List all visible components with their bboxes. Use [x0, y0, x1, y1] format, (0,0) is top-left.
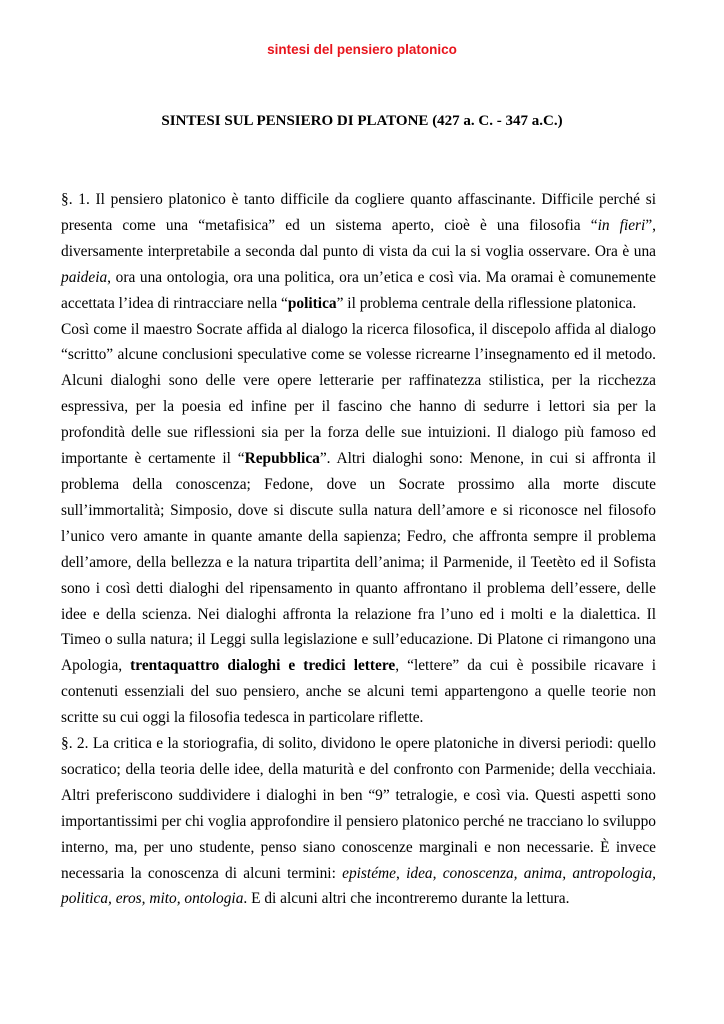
- italic-term: paideia: [61, 268, 108, 286]
- italic-term: in fieri: [597, 216, 646, 234]
- document-title: SINTESI SUL PENSIERO DI PLATONE (427 a. C. - 347 a.C.): [161, 113, 563, 129]
- bold-term: Repubblica: [244, 450, 320, 468]
- section-2: [61, 731, 656, 912]
- text-run: , “lettere” da cui è possibile ricavare i contenuti essenziali del suo pensiero, anche se alcuni temi appartengono a quelle teorie non scritte su cui oggi la filosofia tedesca in particolare riflette.: [61, 657, 656, 727]
- section-1-paragraph-2: [61, 317, 656, 732]
- italic-term: epistéme: [342, 864, 396, 882]
- text-run: ” il problema centrale della riflessione platonica.: [336, 294, 637, 312]
- text-run: . E di alcuni altri che incontreremo durante la lettura.: [243, 890, 570, 908]
- bold-term: politica: [287, 294, 337, 312]
- section-1: [61, 187, 656, 731]
- bold-term: trentaquattro dialoghi e tredici lettere: [130, 657, 396, 675]
- text-run: Così come il maestro Socrate affida al dialogo la ricerca filosofica, il discepolo affida al dialogo “scritto” alcune conclusioni speculative come se volesse ricrearne l’insegnamento ed il metodo. Alcuni dialoghi sono delle vere opere letterarie per raffinatezza stilistica, per la ricchezza espressiva, per la poesia ed infine per il fascino che hanno di sedurre i lettori sia per la profondità delle sue riflessioni sia per la forza delle sue intuizioni. Il dialogo più famoso ed importante è certamente il “: [61, 320, 656, 468]
- italic-term: idea, conoscenza, anima, antropologia, politica, eros, mito, ontologia: [61, 864, 656, 908]
- text-run: §. 1. Il pensiero platonico è tanto difficile da cogliere quanto affascinante. Difficile perché si presenta come una “metafisica” ed un sistema aperto, cioè è una filosofia “: [61, 191, 656, 234]
- text-run: ,: [395, 864, 407, 882]
- section-1-paragraph-1: [61, 187, 656, 317]
- text-run: ”, diversamente interpretabile a seconda dal punto di vista da cui la si voglia osservare. Ora è una: [61, 216, 657, 260]
- text-run: §. 2. La critica e la storiografia, di solito, dividono le opere platoniche in diversi periodi: quello socratico; della teoria delle idee, della maturità e del confronto con Parmenide; della vecchiaia. Altri preferiscono suddividere i dialoghi in ben “9” tetralogie, e così via. Questi aspetti sono importantissimi per chi voglia approfondire il pensiero platonico perché ne tracciano lo sviluppo interno, ma, per uno studente, penso siano conoscenze marginali e non necessarie. È invece necessaria la conoscenza di alcuni termini:: [61, 735, 656, 882]
- section-2-paragraph: [61, 731, 656, 912]
- page-header: sintesi del pensiero platonico: [267, 42, 457, 57]
- text-run: , ora una ontologia, ora una politica, ora un’etica e così via. Ma oramai è comunemente accettata l’idea di rintracciare nella “: [61, 268, 656, 312]
- text-run: ”. Altri dialoghi sono: Menone, in cui si affronta il problema della conoscenza; Fedone, dove un Socrate prossimo alla morte discute sull’immortalità; Simposio, dove si discute sulla natura dell’amore e si riconosce nel filosofo l’unico vero amante in quante amante della sapienza; Fedro, che affronta sempre il problema dell’amore, della bellezza e la natura tripartita dell’anima; il Parmenide, il Teetèto ed il Sofista sono i così detti dialoghi del ripensamento in quanto affrontano il problema dell’essere, delle idee e della scienza. Nei dialoghi affronta la relazione fra l’uno ed i molti e la dialettica. Il Timeo o sulla natura; il Leggi sulla legislazione e sull’educazione. Di Platone ci rimangono una Apologia,: [61, 450, 656, 675]
